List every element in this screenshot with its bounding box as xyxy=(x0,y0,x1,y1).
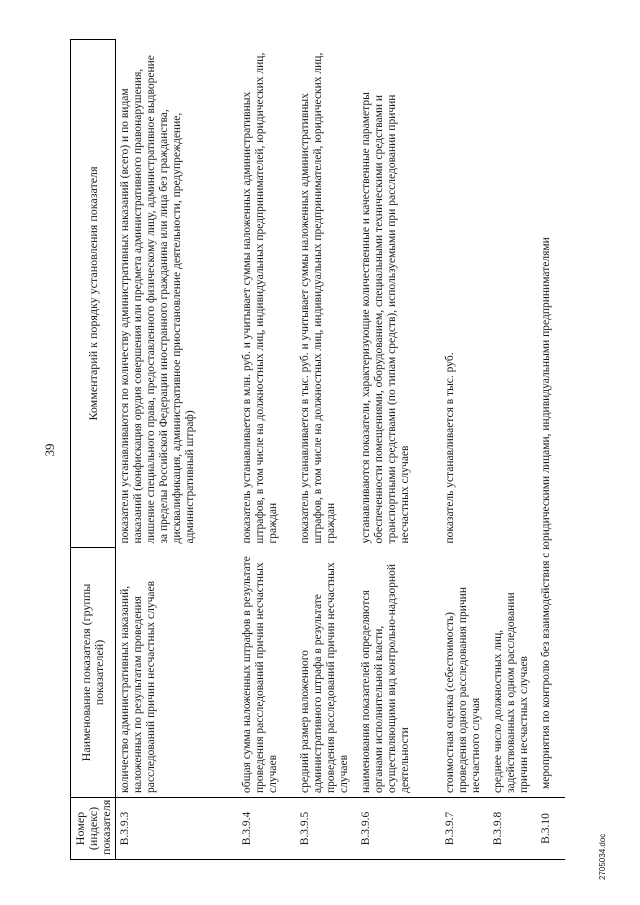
header-name: Наименование показателя (группы показателей) xyxy=(71,548,116,798)
row-name: наименования показателей определяются органами исполнительной власти, осуществляющими вид контрольно-надзорной деятельности xyxy=(359,563,411,793)
row-name: стоимостная оценка (себестоимость) проведения одного расследования причин несчастного случая xyxy=(443,587,482,793)
table-row xyxy=(489,40,537,860)
row-number: В.3.9.8 xyxy=(489,798,537,860)
row-number: В.3.9.5 xyxy=(296,798,357,860)
row-number: В.3.9.7 xyxy=(441,798,489,860)
table-row xyxy=(116,40,238,860)
row-name: мероприятия по контролю без взаимодействия с юридическими лицами, индивидуальными предпринимателями xyxy=(539,237,552,789)
row-number: В.3.9.4 xyxy=(238,798,296,860)
footer-file-code: 2705034.doc xyxy=(598,833,607,880)
rotated-content xyxy=(42,40,562,860)
row-number: В.3.10 xyxy=(537,798,565,860)
row-comment: показатель устанавливается в тыс. руб. и учитывает суммы наложенных административных штрафов, в том числе на должностных лиц, индивидуальных предпринимателей, юридических лиц, граждан xyxy=(298,52,337,544)
header-comment: Комментарий к порядку установления показателя xyxy=(71,40,116,548)
table-row xyxy=(441,40,489,860)
indicator-table xyxy=(70,39,565,860)
row-name: количество административных наказаний, наложенных по результатам проведения расследований причин несчастных случаев xyxy=(119,580,157,793)
row-comment: показатели устанавливаются по количеству административных наказаний (всего) и по видам наказаний (конфискация орудия совершения или предмета административного правонарушения, лишение специального права, предоставленного физическому лицу, административное выдворение за пределы Российской Федерации иностранного гражданина или лица без гражданства, дисквалификация, административное приостановление деятельности, предупреждение, административный штраф) xyxy=(119,55,196,544)
table-row xyxy=(537,40,565,860)
row-number: В.3.9.3 xyxy=(116,798,238,860)
table-row xyxy=(357,40,441,860)
row-number: В.3.9.6 xyxy=(357,798,441,860)
table-row xyxy=(296,40,357,860)
page-number: 39 xyxy=(42,443,57,457)
table-header-row xyxy=(71,40,116,860)
row-comment: устанавливаются показатели, характеризующие количественные и качественные параметры обеспеченности помещениями, оборудованием, специальными техническими средствами и транспортными средствами (по типам средств), используемыми при расследовании причин несчастных случаев xyxy=(359,92,411,544)
row-comment: показатель устанавливается в тыс. руб. xyxy=(443,352,456,544)
row-name: общая сумма наложенных штрафов в результате проведения расследований причин несчастных случаев xyxy=(240,556,279,793)
row-name: среднее число должностных лиц, задействованных в одном расследовании причин несчастных случаев xyxy=(491,592,530,793)
row-comment: показатель устанавливается в млн. руб. и учитывает суммы наложенных административных штрафов, в том числе на должностных лиц, индивидуальных предпринимателей, юридических лиц, граждан xyxy=(240,52,279,544)
row-name: средний размер наложенного административного штрафа в результате проведения расследований причин несчастных случаев xyxy=(298,562,350,793)
table-row xyxy=(238,40,296,860)
header-number: Номер (индекс) показателя xyxy=(71,798,116,860)
row-comment xyxy=(489,40,537,548)
